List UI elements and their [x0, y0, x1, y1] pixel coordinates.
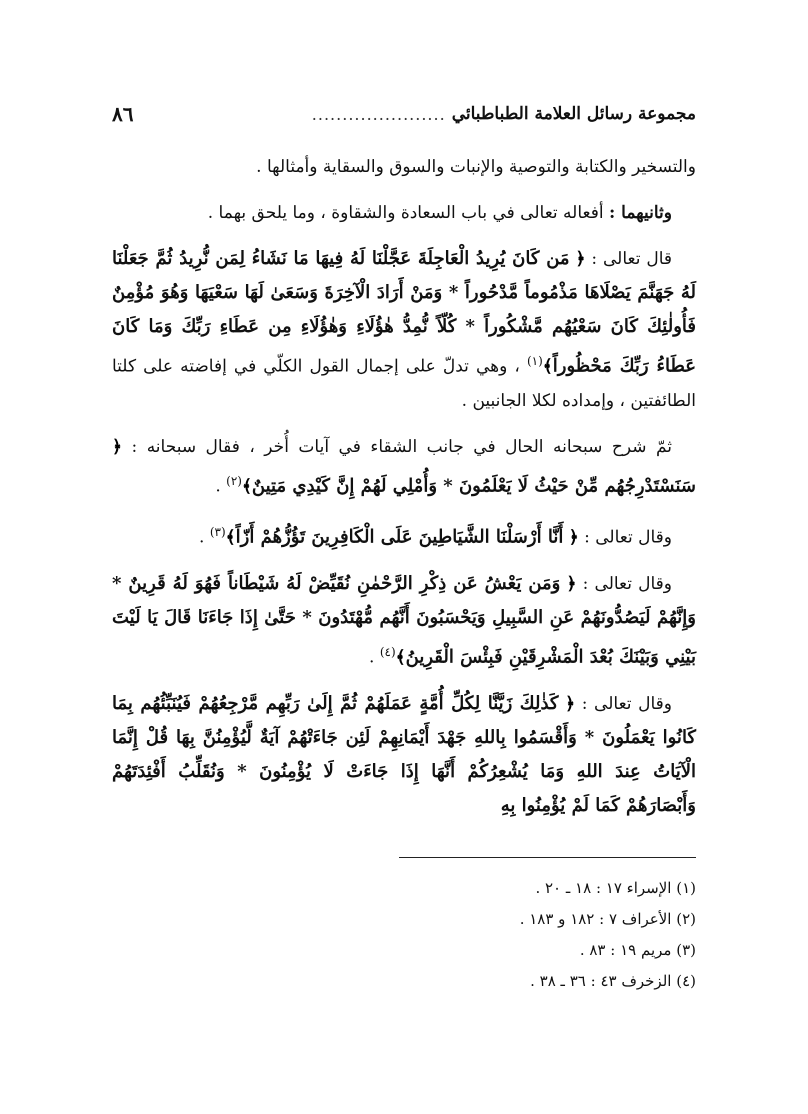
- footnote-3: (٣) مريم ١٩ : ٨٣ .: [579, 941, 696, 959]
- footnotes: [300, 873, 696, 997]
- paragraph-6: وقال تعالى : ﴿ وَمَن يَعْشُ عَن ذِكْرِ الرَّحْمٰنِ نُقَيِّضْ لَهُ شَيْطَاناً فَهُوَ لَهُ قَرِينٌ * وَإِنَّهُمْ لَيَصُدُّونَهُمْ عَنِ السَّبِيلِ وَيَحْسَبُونَ أَنَّهُم مُّهْتَدُونَ * حَتَّىٰ إِذَا جَاءَنَا قَالَ يَا لَيْتَ بَيْنِي وَبَيْنَكَ بُعْدَ الْمَشْرِقَيْنِ فَبِئْسَ الْقَرِينُ﴾$^{(٤)}$ .: [112, 572, 696, 668]
- paragraph-1-text: والتسخير والكتابة والتوصية والإنبات والسوق والسقاية وأمثالها .: [256, 157, 696, 177]
- header-leader-dots: ......................: [311, 104, 446, 124]
- footnote-ref-2: (٢): [226, 473, 242, 488]
- footnote-ref-3: (٣): [209, 525, 226, 540]
- verse-bracket-close: ﴾: [395, 647, 406, 668]
- paragraph-4: ثمّ شرح سبحانه الحال في جانب الشقاء في آيات أُخر ، فقال سبحانه : ﴿ سَنَسْتَدْرِجُهُم مِّنْ حَيْثُ لَا يَعْلَمُونَ * وَأُمْلِي لَهُمْ إِنَّ كَيْدِي مَتِينٌ﴾$^{(٢)}$ .: [112, 436, 696, 497]
- verse-bracket-close: ﴾: [241, 476, 252, 497]
- paragraph-3: [112, 242, 696, 418]
- running-header: [112, 94, 696, 134]
- quran-verse-1: مَن كَانَ يُرِيدُ الْعَاجِلَةَ عَجَّلْنَا لَهُ فِيهَا مَا نَشَاءُ لِمَن نُّرِيدُ ثُمَّ جَعَلْنَا لَهُ جَهَنَّمَ يَصْلَاهَا مَذْمُوماً مَّدْحُوراً * وَمَنْ أَرَادَ الْآخِرَةَ وَسَعَىٰ لَهَا سَعْيَهَا وَهُوَ مُؤْمِنٌ فَأُولٰئِكَ كَانَ سَعْيُهُم مَّشْكُوراً * كُلّاً نُّمِدُّ هٰؤُلَاءِ وَهٰؤُلَاءِ مِن عَطَاءِ رَبِّكَ وَمَا كَانَ عَطَاءُ رَبِّكَ مَحْظُوراً: [112, 248, 696, 377]
- paragraph-3-intro: قال تعالى :: [585, 249, 673, 269]
- paragraph-1: [112, 150, 696, 184]
- main-text: [112, 150, 696, 835]
- paragraph-2: [112, 196, 696, 230]
- footnote-ref-4: (٤): [379, 644, 396, 659]
- paragraph-5-intro: وقال تعالى :: [578, 527, 672, 548]
- quran-verse-2: سَنَسْتَدْرِجُهُم مِّنْ حَيْثُ لَا يَعْلَمُونَ * وَأُمْلِي لَهُمْ إِنَّ كَيْدِي مَتِينٌ: [251, 475, 696, 497]
- verse-bracket-open: ﴿: [565, 693, 576, 714]
- verse-bracket-close: ﴾: [542, 356, 553, 377]
- page-number: ٨٦: [112, 102, 134, 126]
- paragraph-2-text: أفعاله تعالى في باب السعادة والشقاوة ، وما يلحق بهما .: [207, 203, 609, 223]
- footnote-1: (١) الإسراء ١٧ : ١٨ ـ ٢٠ .: [535, 879, 696, 897]
- quran-verse-5: كَذٰلِكَ زَيَّنَّا لِكُلِّ أُمَّةٍ عَمَلَهُمْ ثُمَّ إِلَىٰ رَبِّهِم مَّرْجِعُهُمْ فَيُنَبِّئُهُم بِمَا كَانُوا يَعْمَلُونَ * وَأَقْسَمُوا بِاللهِ جَهْدَ أَيْمَانِهِمْ لَئِن جَاءَتْهُمْ آيَةٌ لَّيُؤْمِنُنَّ بِهَا قُلْ إِنَّمَا الْآيَاتُ عِندَ اللهِ وَمَا يُشْعِرُكُمْ أَنَّهَا إِذَا جَاءَتْ لَا يُؤْمِنُونَ * وَنُقَلِّبُ أَفْئِدَتَهُمْ وَأَبْصَارَهُمْ كَمَا لَمْ يُؤْمِنُوا بِهِ: [112, 692, 696, 816]
- header-title-group: [312, 104, 696, 124]
- paragraph-6-intro: وقال تعالى :: [576, 573, 672, 594]
- paragraph-5: وقال تعالى : ﴿ أَنَّا أَرْسَلْنَا الشَّيَاطِينَ عَلَى الْكَافِرِينَ تَؤُزُّهُمْ أَزّاً﴾$^{(٣)}$ .: [199, 525, 672, 548]
- quran-verse-4: وَمَن يَعْشُ عَن ذِكْرِ الرَّحْمٰنِ نُقَيِّضْ لَهُ شَيْطَاناً فَهُوَ لَهُ قَرِينٌ * وَإِنَّهُمْ لَيَصُدُّونَهُمْ عَنِ السَّبِيلِ وَيَحْسَبُونَ أَنَّهُم مُّهْتَدُونَ * حَتَّىٰ إِذَا جَاءَنَا قَالَ يَا لَيْتَ بَيْنِي وَبَيْنَكَ بُعْدَ الْمَشْرِقَيْنِ فَبِئْسَ الْقَرِينُ: [112, 572, 696, 668]
- book-title: مجموعة رسائل العلامة الطباطبائي: [451, 104, 696, 124]
- paragraph-3-after: ، وهي تدلّ على إجمال القول الكلّي في إفاضته على كلتا الطائفتين ، وإمداده لكلا الجانبين .: [112, 356, 696, 411]
- quran-verse-3: أَنَّا أَرْسَلْنَا الشَّيَاطِينَ عَلَى الْكَافِرِينَ تَؤُزُّهُمْ أَزّاً: [235, 526, 564, 548]
- footnote-4: (٤) الزخرف ٤٣ : ٣٦ ـ ٣٨ .: [530, 972, 696, 990]
- verse-bracket-open: ﴿: [566, 573, 577, 594]
- verse-bracket-open: ﴿: [568, 527, 579, 548]
- paragraph-7-intro: وقال تعالى :: [575, 693, 672, 714]
- verse-bracket-open: ﴿: [112, 436, 122, 457]
- footnote-separator: [399, 857, 696, 858]
- verse-bracket-close: ﴾: [225, 527, 236, 548]
- paragraph-4-intro: ثمّ شرح سبحانه الحال في جانب الشقاء في آيات أُخر ، فقال سبحانه :: [121, 436, 672, 457]
- footnote-2: (٢) الأعراف ٧ : ١٨٢ و ١٨٣ .: [519, 910, 696, 928]
- footnote-ref-1: (١): [526, 354, 543, 368]
- verse-bracket-open: ﴿: [575, 249, 586, 269]
- paragraph-2-heading: وثانيهما :: [608, 203, 672, 223]
- paragraph-7: [112, 687, 696, 823]
